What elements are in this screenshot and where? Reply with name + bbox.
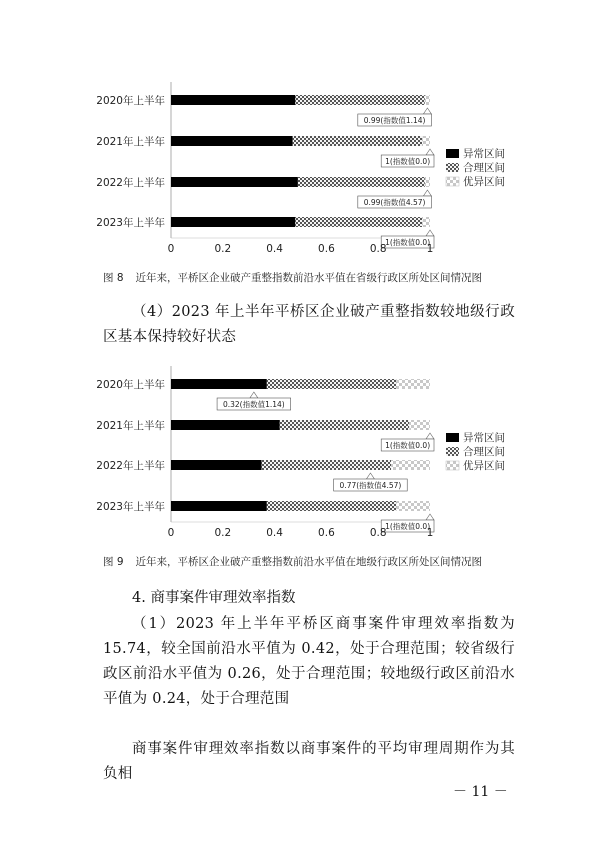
x-tick-label: 0.6	[318, 243, 335, 255]
category-label: 2021年上半年	[96, 420, 165, 432]
marker-pointer	[426, 230, 434, 236]
x-tick-label: 0	[167, 243, 175, 255]
figure-8-caption-text: 近年来，平桥区企业破产重整指数前沿水平值在省级行政区所处区间情况图	[135, 272, 483, 284]
bar-segment-abnormal	[171, 460, 262, 470]
bar-segment-excellent	[422, 217, 430, 227]
bar-segment-excellent	[391, 460, 430, 470]
x-tick-label: 0.6	[318, 527, 335, 539]
legend-label: 异常区间	[463, 432, 505, 444]
bar-segment-abnormal	[171, 177, 298, 187]
x-tick-label: 0.8	[369, 527, 387, 539]
section-4-heading: 4. 商事案件审理效率指数	[132, 590, 296, 606]
annotation-label: 1(指数值0.0)	[385, 441, 431, 450]
legend-label: 合理区间	[463, 446, 505, 458]
category-label: 2021年上半年	[96, 136, 165, 148]
figure-9-caption	[103, 554, 482, 569]
figure-8-chart	[0, 78, 600, 273]
bar-segment-reasonable	[295, 217, 422, 227]
x-tick-label: 0	[167, 527, 175, 539]
bar-segment-abnormal	[171, 95, 295, 105]
bar-segment-reasonable	[293, 136, 423, 146]
annotation-label: 0.99(指数值1.14)	[363, 116, 426, 125]
legend-label: 优异区间	[463, 176, 505, 188]
annotation-label: 0.77(指数值4.57)	[339, 481, 402, 490]
x-tick-label: 1	[426, 243, 434, 255]
bar-segment-reasonable	[280, 420, 410, 430]
category-label: 2022年上半年	[96, 460, 165, 472]
annotation-label: 1(指数值0.0)	[385, 238, 431, 247]
x-tick-label: 0.2	[214, 527, 232, 539]
annotation-label: 0.99(指数值4.57)	[363, 198, 426, 207]
marker-pointer	[423, 108, 431, 114]
legend-swatch	[446, 447, 459, 456]
bar-segment-reasonable	[295, 95, 425, 105]
bar-segment-excellent	[425, 177, 430, 187]
bar-segment-excellent	[422, 136, 430, 146]
figure-9-number: 图 9	[103, 556, 124, 568]
marker-pointer	[423, 190, 431, 196]
bar-segment-reasonable	[267, 379, 397, 389]
page-number: － 11 －	[453, 784, 508, 800]
figure-8-number: 图 8	[103, 272, 124, 284]
bar-segment-reasonable	[298, 177, 425, 187]
x-tick-label: 0.4	[266, 527, 283, 539]
figure-8-svg	[0, 78, 600, 273]
bar-segment-abnormal	[171, 501, 267, 511]
figure-9-svg	[0, 362, 600, 567]
legend-label: 合理区间	[463, 162, 505, 174]
bar-segment-reasonable	[267, 501, 397, 511]
marker-pointer	[250, 392, 258, 398]
bar-segment-excellent	[396, 501, 430, 511]
category-label: 2020年上半年	[96, 379, 165, 391]
figure-8-caption	[103, 270, 482, 285]
x-tick-label: 0.2	[214, 243, 232, 255]
legend-swatch	[446, 433, 459, 442]
bar-segment-excellent	[396, 379, 430, 389]
legend-swatch	[446, 149, 459, 158]
category-label: 2023年上半年	[96, 501, 165, 513]
bar-segment-excellent	[425, 95, 430, 105]
legend-swatch	[446, 461, 459, 470]
bar-segment-abnormal	[171, 379, 267, 389]
category-label: 2020年上半年	[96, 95, 165, 107]
legend-swatch	[446, 163, 459, 172]
x-tick-label: 1	[426, 527, 434, 539]
paragraph-1: （1）2023 年上半年平桥区商事案件审理效率指数为 15.74，较全国前沿水平值为 0.42，处于合理范围；较省级行政区前沿水平值为 0.26，处于合理范围；较地级行政区前沿水平值为 0.24，处于合理范围	[103, 616, 515, 707]
figure-9-caption-text: 近年来，平桥区企业破产重整指数前沿水平值在地级行政区所处区间情况图	[135, 556, 483, 568]
bar-segment-abnormal	[171, 136, 293, 146]
marker-pointer	[426, 514, 434, 520]
marker-pointer	[366, 473, 374, 479]
category-label: 2022年上半年	[96, 177, 165, 189]
legend-label: 异常区间	[463, 148, 505, 160]
x-tick-label: 0.8	[369, 243, 387, 255]
bar-segment-reasonable	[262, 460, 392, 470]
figure-9-chart	[0, 362, 600, 567]
marker-pointer	[426, 149, 434, 155]
category-label: 2023年上半年	[96, 217, 165, 229]
bar-segment-excellent	[409, 420, 430, 430]
bar-segment-abnormal	[171, 217, 295, 227]
marker-pointer	[426, 433, 434, 439]
x-tick-label: 0.4	[266, 243, 283, 255]
annotation-label: 1(指数值0.0)	[385, 157, 431, 166]
annotation-label: 0.32(指数值1.14)	[222, 400, 285, 409]
paragraph-2: 商事案件审理效率指数以商事案件的平均审理周期作为其负相	[103, 741, 515, 782]
bar-segment-abnormal	[171, 420, 280, 430]
legend-swatch	[446, 177, 459, 186]
annotation-label: 1(指数值0.0)	[385, 522, 431, 531]
legend-label: 优异区间	[463, 460, 505, 472]
heading-4-paragraph: （4）2023 年上半年平桥区企业破产重整指数较地级行政区基本保持较好状态	[103, 304, 515, 345]
